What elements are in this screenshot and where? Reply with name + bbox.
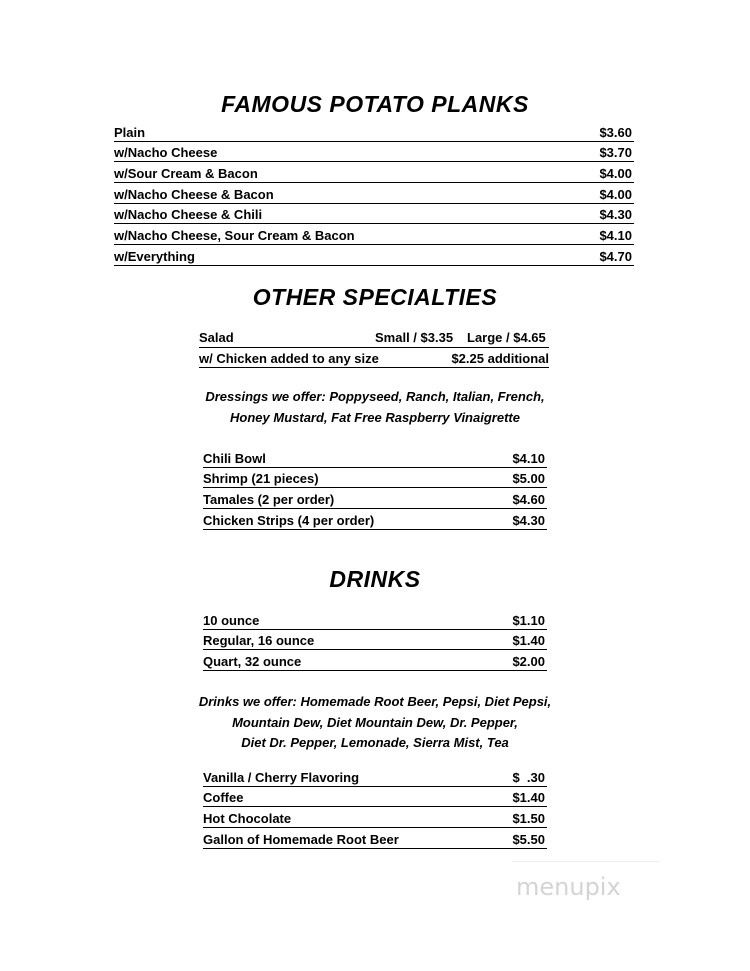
item-name: w/ Chicken added to any size xyxy=(199,351,379,367)
drinks-offer-line-3: Diet Dr. Pepper, Lemonade, Sierra Mist, Tea xyxy=(241,735,509,751)
list-item xyxy=(203,490,547,509)
item-name: 10 ounce xyxy=(203,612,260,628)
dressings-note xyxy=(0,387,750,428)
item-name: Regular, 16 ounce xyxy=(203,633,315,649)
list-item xyxy=(203,652,547,671)
item-price: $3.70 xyxy=(599,145,632,161)
item-name: w/Nacho Cheese & Bacon xyxy=(114,186,274,202)
item-price: $4.10 xyxy=(512,450,545,466)
item-price: $4.60 xyxy=(512,491,545,507)
item-name: Plain xyxy=(114,124,146,140)
dressings-line-2: Honey Mustard, Fat Free Raspberry Vinaigrette xyxy=(230,409,520,425)
list-item xyxy=(114,164,634,183)
drink-sizes-list xyxy=(203,611,547,673)
item-name: Shrimp (21 pieces) xyxy=(203,471,319,487)
list-item xyxy=(114,123,634,142)
list-item xyxy=(203,768,547,787)
item-price: $1.40 xyxy=(512,790,545,806)
item-price: $4.00 xyxy=(599,165,632,181)
list-item xyxy=(203,632,547,651)
drinks-offer-line-1: Drinks we offer: Homemade Root Beer, Pepsi, Diet Pepsi, xyxy=(198,694,552,709)
drinks-offer-note xyxy=(0,692,750,754)
potato-planks-heading: FAMOUS POTATO PLANKS xyxy=(221,91,529,117)
item-price: $4.30 xyxy=(599,207,632,223)
item-name: Quart, 32 ounce xyxy=(203,653,302,669)
salad-small-price: Small / $3.35 xyxy=(375,330,454,345)
item-price: $5.00 xyxy=(512,471,545,487)
specialties-list xyxy=(203,449,547,532)
list-item xyxy=(203,789,547,808)
list-item xyxy=(114,247,634,266)
other-specialties-heading: OTHER SPECIALTIES xyxy=(252,284,498,310)
item-price: $4.70 xyxy=(599,248,632,264)
item-price: $5.50 xyxy=(512,831,545,847)
list-item xyxy=(114,206,634,225)
menupix-watermark: menupix xyxy=(516,873,621,901)
item-price: $4.00 xyxy=(599,186,632,202)
item-price: $2.00 xyxy=(512,653,545,669)
item-name: w/Nacho Cheese xyxy=(114,145,218,161)
list-item xyxy=(114,144,634,163)
item-price: $2.25 additional xyxy=(451,351,549,367)
drink-extras-list xyxy=(203,768,547,851)
item-name: Gallon of Homemade Root Beer xyxy=(203,831,399,847)
list-item xyxy=(203,470,547,489)
item-price: $4.10 xyxy=(599,227,632,243)
list-item xyxy=(203,809,547,828)
item-price: $3.60 xyxy=(599,124,632,140)
item-price: $4.30 xyxy=(512,512,545,528)
chicken-add-row xyxy=(199,350,549,369)
salad-list xyxy=(199,329,549,370)
list-item xyxy=(203,611,547,630)
item-name: w/Sour Cream & Bacon xyxy=(114,165,258,181)
potato-planks-list xyxy=(114,123,634,268)
item-price: $1.40 xyxy=(512,633,545,649)
salad-row xyxy=(199,329,549,348)
drinks-heading: DRINKS xyxy=(329,566,421,592)
item-name: Tamales (2 per order) xyxy=(203,491,335,507)
salad-name: Salad xyxy=(199,330,234,345)
item-name: Coffee xyxy=(203,790,244,806)
item-name: w/Everything xyxy=(114,248,195,264)
list-item xyxy=(203,830,547,849)
list-item xyxy=(114,226,634,245)
item-price: $ .30 xyxy=(512,769,545,785)
item-name: w/Nacho Cheese, Sour Cream & Bacon xyxy=(114,227,355,243)
item-name: Chicken Strips (4 per order) xyxy=(203,512,375,528)
item-price: $1.10 xyxy=(512,612,545,628)
item-name: Chili Bowl xyxy=(203,450,266,466)
dressings-line-1: Dressings we offer: Poppyseed, Ranch, Italian, French, xyxy=(205,389,545,404)
salad-large-price: Large / $4.65 xyxy=(467,330,546,345)
watermark-divider xyxy=(512,861,660,862)
list-item xyxy=(203,511,547,530)
item-name: Hot Chocolate xyxy=(203,810,292,826)
list-item xyxy=(114,185,634,204)
item-price: $1.50 xyxy=(512,810,545,826)
list-item xyxy=(203,449,547,468)
drinks-offer-line-2: Mountain Dew, Diet Mountain Dew, Dr. Pepper, xyxy=(232,714,518,730)
item-name: w/Nacho Cheese & Chili xyxy=(114,207,263,223)
item-name: Vanilla / Cherry Flavoring xyxy=(203,769,360,785)
